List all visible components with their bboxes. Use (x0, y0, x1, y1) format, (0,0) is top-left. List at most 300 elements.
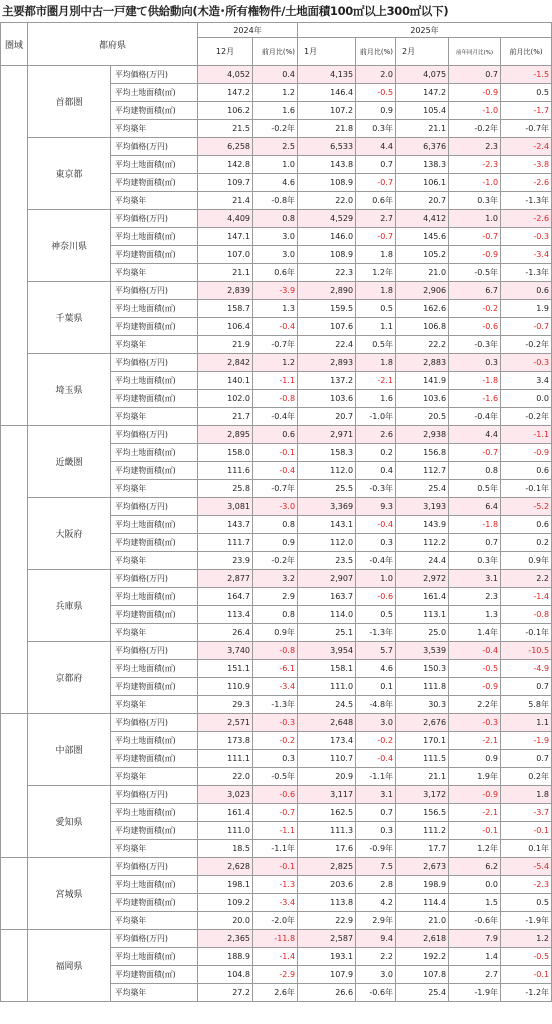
value-cell: 143.1 (298, 516, 356, 534)
age-value: -0.3年 (356, 480, 396, 498)
metric-label: 平均建物面積(㎡) (111, 966, 198, 984)
value-cell: -1.4 (501, 588, 552, 606)
age-value: 21.5 (198, 120, 253, 138)
metric-label: 平均建物面積(㎡) (111, 750, 198, 768)
age-value: 0.6年 (356, 192, 396, 210)
value-cell: 6.2 (449, 858, 501, 876)
value-cell: 3.1 (449, 570, 501, 588)
pref-cell: 東京都 (28, 138, 111, 210)
value-cell: -3.4 (501, 246, 552, 264)
metric-label: 平均土地面積(㎡) (111, 228, 198, 246)
value-cell: 6,258 (198, 138, 253, 156)
metric-label: 平均土地面積(㎡) (111, 444, 198, 462)
age-value: 0.9年 (253, 624, 298, 642)
value-cell: -6.1 (253, 660, 298, 678)
value-cell: 2,972 (396, 570, 449, 588)
value-cell: 141.9 (396, 372, 449, 390)
metric-label: 平均築年 (111, 552, 198, 570)
header-month-1: 1月 (298, 38, 356, 66)
value-cell: 2,365 (198, 930, 253, 948)
metric-label: 平均土地面積(㎡) (111, 660, 198, 678)
value-cell: -3.4 (253, 894, 298, 912)
pref-cell: 宮城県 (28, 858, 111, 930)
table-row (1, 426, 552, 444)
age-value: 0.5年 (449, 480, 501, 498)
value-cell: 2.3 (449, 138, 501, 156)
value-cell: 4.2 (356, 894, 396, 912)
value-cell: 2,587 (298, 930, 356, 948)
pref-cell: 神奈川県 (28, 210, 111, 282)
metric-label: 平均土地面積(㎡) (111, 300, 198, 318)
metric-label: 平均価格(万円) (111, 138, 198, 156)
value-cell: 112.2 (396, 534, 449, 552)
value-cell: 102.0 (198, 390, 253, 408)
value-cell: 0.9 (253, 534, 298, 552)
value-cell: -0.9 (449, 786, 501, 804)
value-cell: 7.5 (356, 858, 396, 876)
value-cell: 0.6 (501, 462, 552, 480)
value-cell: 0.8 (253, 606, 298, 624)
age-value: -1.1年 (253, 840, 298, 858)
value-cell: 0.1 (356, 678, 396, 696)
value-cell: 110.7 (298, 750, 356, 768)
age-value: -0.9年 (356, 840, 396, 858)
age-value: -0.6年 (449, 912, 501, 930)
value-cell: 106.8 (396, 318, 449, 336)
value-cell: 0.6 (501, 282, 552, 300)
value-cell: 146.4 (298, 84, 356, 102)
age-value: 25.5 (298, 480, 356, 498)
metric-label: 平均価格(万円) (111, 426, 198, 444)
table-row (1, 354, 552, 372)
value-cell: 2,877 (198, 570, 253, 588)
age-value: 20.5 (396, 408, 449, 426)
value-cell: -1.7 (501, 102, 552, 120)
value-cell: 107.0 (198, 246, 253, 264)
age-value: 21.0 (396, 912, 449, 930)
age-value: 0.2年 (501, 768, 552, 786)
age-value: 24.5 (298, 696, 356, 714)
value-cell: 107.8 (396, 966, 449, 984)
value-cell: 0.7 (449, 66, 501, 84)
metric-label: 平均建物面積(㎡) (111, 246, 198, 264)
value-cell: -0.8 (253, 390, 298, 408)
value-cell: 161.4 (396, 588, 449, 606)
pref-cell: 愛知県 (28, 786, 111, 858)
value-cell: 147.2 (198, 84, 253, 102)
age-value: 25.0 (396, 624, 449, 642)
value-cell: 3,172 (396, 786, 449, 804)
value-cell: 0.8 (253, 210, 298, 228)
header-yoy-2: 前年同月比(%) (449, 38, 501, 66)
value-cell: 138.3 (396, 156, 449, 174)
value-cell: 106.2 (198, 102, 253, 120)
value-cell: 170.1 (396, 732, 449, 750)
value-cell: 0.3 (356, 534, 396, 552)
age-value: 23.5 (298, 552, 356, 570)
age-value: 21.9 (198, 336, 253, 354)
value-cell: 3.0 (356, 966, 396, 984)
age-value: 21.1 (396, 120, 449, 138)
value-cell: 6.7 (449, 282, 501, 300)
table-row (1, 570, 552, 588)
age-value: -0.2年 (253, 120, 298, 138)
value-cell: 1.6 (253, 102, 298, 120)
value-cell: 112.0 (298, 534, 356, 552)
pref-cell: 近畿圏 (28, 426, 111, 498)
age-value: 21.0 (396, 264, 449, 282)
value-cell: 198.1 (198, 876, 253, 894)
age-value: 22.0 (198, 768, 253, 786)
value-cell: 156.8 (396, 444, 449, 462)
value-cell: 143.8 (298, 156, 356, 174)
metric-label: 平均築年 (111, 264, 198, 282)
value-cell: 151.1 (198, 660, 253, 678)
value-cell: 112.0 (298, 462, 356, 480)
value-cell: -1.1 (253, 822, 298, 840)
value-cell: 4.6 (253, 174, 298, 192)
area-cell (1, 66, 28, 426)
value-cell: 2.7 (449, 966, 501, 984)
age-value: 26.6 (298, 984, 356, 1002)
value-cell: 2,883 (396, 354, 449, 372)
age-value: 27.2 (198, 984, 253, 1002)
value-cell: 0.9 (356, 102, 396, 120)
value-cell: 6,376 (396, 138, 449, 156)
value-cell: 4,075 (396, 66, 449, 84)
value-cell: -0.1 (501, 966, 552, 984)
value-cell: 2.0 (356, 66, 396, 84)
metric-label: 平均価格(万円) (111, 930, 198, 948)
age-value: 1.2年 (356, 264, 396, 282)
value-cell: 142.8 (198, 156, 253, 174)
value-cell: 110.9 (198, 678, 253, 696)
age-value: -1.3年 (501, 192, 552, 210)
value-cell: -1.4 (253, 948, 298, 966)
value-cell: -0.4 (356, 750, 396, 768)
value-cell: -0.1 (253, 858, 298, 876)
metric-label: 平均建物面積(㎡) (111, 390, 198, 408)
age-value: 24.4 (396, 552, 449, 570)
value-cell: 0.0 (501, 390, 552, 408)
age-value: 0.5年 (356, 336, 396, 354)
age-value: -0.4年 (253, 408, 298, 426)
value-cell: 163.7 (298, 588, 356, 606)
value-cell: 0.2 (501, 534, 552, 552)
value-cell: 111.0 (198, 822, 253, 840)
age-value: 25.8 (198, 480, 253, 498)
value-cell: -5.4 (501, 858, 552, 876)
value-cell: -3.8 (501, 156, 552, 174)
value-cell: 3,023 (198, 786, 253, 804)
age-value: -1.9年 (449, 984, 501, 1002)
value-cell: -0.7 (253, 804, 298, 822)
header-area: 圏域 (1, 23, 28, 66)
metric-label: 平均築年 (111, 696, 198, 714)
value-cell: -0.1 (449, 822, 501, 840)
value-cell: 2.9 (253, 588, 298, 606)
age-value: -1.9年 (501, 912, 552, 930)
value-cell: 162.5 (298, 804, 356, 822)
value-cell: -1.0 (449, 102, 501, 120)
value-cell: 1.2 (253, 84, 298, 102)
metric-label: 平均土地面積(㎡) (111, 84, 198, 102)
age-value: 0.3年 (449, 552, 501, 570)
pref-cell: 福岡県 (28, 930, 111, 1002)
metric-label: 平均土地面積(㎡) (111, 732, 198, 750)
metric-label: 平均築年 (111, 192, 198, 210)
age-value: 1.9年 (449, 768, 501, 786)
value-cell: 156.5 (396, 804, 449, 822)
age-value: 25.4 (396, 984, 449, 1002)
value-cell: -0.8 (501, 606, 552, 624)
age-value: 30.3 (396, 696, 449, 714)
value-cell: 158.3 (298, 444, 356, 462)
value-cell: -0.9 (449, 246, 501, 264)
value-cell: 0.5 (501, 894, 552, 912)
value-cell: 2,895 (198, 426, 253, 444)
metric-label: 平均建物面積(㎡) (111, 462, 198, 480)
age-value: 20.0 (198, 912, 253, 930)
table-body (1, 66, 552, 1002)
value-cell: -0.4 (356, 516, 396, 534)
value-cell: -1.6 (449, 390, 501, 408)
age-value: 5.8年 (501, 696, 552, 714)
value-cell: 111.8 (396, 678, 449, 696)
value-cell: 107.6 (298, 318, 356, 336)
metric-label: 平均価格(万円) (111, 786, 198, 804)
value-cell: 113.1 (396, 606, 449, 624)
age-value: 22.9 (298, 912, 356, 930)
value-cell: 6,533 (298, 138, 356, 156)
value-cell: 0.5 (501, 84, 552, 102)
value-cell: 1.2 (253, 354, 298, 372)
pref-cell: 埼玉県 (28, 354, 111, 426)
value-cell: -11.8 (253, 930, 298, 948)
age-value: -0.7年 (253, 336, 298, 354)
value-cell: -2.6 (501, 210, 552, 228)
metric-label: 平均土地面積(㎡) (111, 588, 198, 606)
supply-table (0, 22, 552, 1002)
value-cell: 0.0 (449, 876, 501, 894)
value-cell: 158.0 (198, 444, 253, 462)
value-cell: 4,135 (298, 66, 356, 84)
metric-label: 平均土地面積(㎡) (111, 876, 198, 894)
value-cell: -0.2 (449, 300, 501, 318)
age-value: -0.5年 (449, 264, 501, 282)
value-cell: 146.0 (298, 228, 356, 246)
value-cell: 6.4 (449, 498, 501, 516)
value-cell: 147.2 (396, 84, 449, 102)
value-cell: -3.0 (253, 498, 298, 516)
age-value: -0.1年 (501, 480, 552, 498)
value-cell: -2.9 (253, 966, 298, 984)
value-cell: 158.7 (198, 300, 253, 318)
value-cell: 4.4 (356, 138, 396, 156)
value-cell: 2,648 (298, 714, 356, 732)
value-cell: 2.8 (356, 876, 396, 894)
value-cell: 3.0 (253, 228, 298, 246)
value-cell: 0.8 (449, 462, 501, 480)
value-cell: 158.1 (298, 660, 356, 678)
value-cell: 108.9 (298, 246, 356, 264)
value-cell: 1.9 (501, 300, 552, 318)
table-row (1, 786, 552, 804)
age-value: 26.4 (198, 624, 253, 642)
value-cell: 0.7 (501, 750, 552, 768)
value-cell: 161.4 (198, 804, 253, 822)
value-cell: -4.9 (501, 660, 552, 678)
value-cell: 4,052 (198, 66, 253, 84)
metric-label: 平均土地面積(㎡) (111, 948, 198, 966)
age-value: -0.2年 (501, 408, 552, 426)
value-cell: -0.6 (253, 786, 298, 804)
value-cell: 159.5 (298, 300, 356, 318)
value-cell: 2,893 (298, 354, 356, 372)
value-cell: 1.3 (253, 300, 298, 318)
table-row (1, 858, 552, 876)
value-cell: -0.7 (449, 228, 501, 246)
value-cell: 2,890 (298, 282, 356, 300)
age-value: 0.1年 (501, 840, 552, 858)
value-cell: -3.4 (253, 678, 298, 696)
value-cell: 1.1 (501, 714, 552, 732)
metric-label: 平均価格(万円) (111, 354, 198, 372)
age-value: 21.1 (198, 264, 253, 282)
metric-label: 平均築年 (111, 624, 198, 642)
value-cell: -1.1 (253, 372, 298, 390)
value-cell: 203.6 (298, 876, 356, 894)
pref-cell: 首都圏 (28, 66, 111, 138)
value-cell: -2.3 (449, 156, 501, 174)
value-cell: 2,907 (298, 570, 356, 588)
value-cell: 2.3 (449, 588, 501, 606)
age-value: 2.9年 (356, 912, 396, 930)
value-cell: -0.5 (449, 660, 501, 678)
age-value: -0.7年 (501, 120, 552, 138)
value-cell: -2.1 (449, 804, 501, 822)
value-cell: 1.2 (501, 930, 552, 948)
value-cell: 109.7 (198, 174, 253, 192)
pref-cell: 中部圏 (28, 714, 111, 786)
value-cell: -0.9 (501, 444, 552, 462)
metric-label: 平均土地面積(㎡) (111, 156, 198, 174)
value-cell: 193.1 (298, 948, 356, 966)
age-value: 0.9年 (501, 552, 552, 570)
value-cell: 0.5 (356, 606, 396, 624)
metric-label: 平均築年 (111, 408, 198, 426)
value-cell: 3,369 (298, 498, 356, 516)
value-cell: 192.2 (396, 948, 449, 966)
value-cell: -1.3 (253, 876, 298, 894)
age-value: -1.0年 (356, 408, 396, 426)
value-cell: 4,529 (298, 210, 356, 228)
value-cell: 108.9 (298, 174, 356, 192)
age-value: -0.7年 (253, 480, 298, 498)
value-cell: 188.9 (198, 948, 253, 966)
value-cell: 111.3 (298, 822, 356, 840)
value-cell: 111.0 (298, 678, 356, 696)
age-value: 2.6年 (253, 984, 298, 1002)
metric-label: 平均建物面積(㎡) (111, 102, 198, 120)
area-cell (1, 426, 28, 714)
age-value: 21.1 (396, 768, 449, 786)
value-cell: 1.8 (501, 786, 552, 804)
value-cell: 4.4 (449, 426, 501, 444)
value-cell: 2.2 (356, 948, 396, 966)
value-cell: 0.7 (356, 804, 396, 822)
table-row (1, 714, 552, 732)
value-cell: 0.2 (356, 444, 396, 462)
table-row (1, 66, 552, 84)
age-value: -0.4年 (449, 408, 501, 426)
value-cell: 0.7 (501, 678, 552, 696)
age-value: -0.2年 (449, 120, 501, 138)
age-value: 23.9 (198, 552, 253, 570)
value-cell: 112.7 (396, 462, 449, 480)
value-cell: 9.4 (356, 930, 396, 948)
value-cell: 0.6 (253, 426, 298, 444)
value-cell: -0.8 (253, 642, 298, 660)
value-cell: -2.1 (449, 732, 501, 750)
value-cell: 4,409 (198, 210, 253, 228)
metric-label: 平均価格(万円) (111, 642, 198, 660)
header-mom-12: 前月比(%) (253, 38, 298, 66)
value-cell: 143.9 (396, 516, 449, 534)
value-cell: 198.9 (396, 876, 449, 894)
metric-label: 平均建物面積(㎡) (111, 894, 198, 912)
value-cell: 3.0 (253, 246, 298, 264)
value-cell: 3,539 (396, 642, 449, 660)
value-cell: 113.4 (198, 606, 253, 624)
value-cell: 2,906 (396, 282, 449, 300)
area-cell (1, 714, 28, 858)
metric-label: 平均築年 (111, 768, 198, 786)
value-cell: 1.1 (356, 318, 396, 336)
value-cell: 4.6 (356, 660, 396, 678)
value-cell: 0.8 (253, 516, 298, 534)
metric-label: 平均価格(万円) (111, 66, 198, 84)
age-value: 25.1 (298, 624, 356, 642)
value-cell: 0.7 (356, 156, 396, 174)
value-cell: 105.2 (396, 246, 449, 264)
value-cell: 105.4 (396, 102, 449, 120)
value-cell: 113.8 (298, 894, 356, 912)
value-cell: 173.8 (198, 732, 253, 750)
age-value: 17.7 (396, 840, 449, 858)
value-cell: 3,954 (298, 642, 356, 660)
value-cell: -0.7 (356, 174, 396, 192)
age-value: -0.6年 (356, 984, 396, 1002)
value-cell: 7.9 (449, 930, 501, 948)
table-row (1, 930, 552, 948)
value-cell: -0.2 (356, 732, 396, 750)
value-cell: 4,412 (396, 210, 449, 228)
age-value: 25.4 (396, 480, 449, 498)
age-value: -1.3年 (356, 624, 396, 642)
value-cell: -2.6 (501, 174, 552, 192)
metric-label: 平均建物面積(㎡) (111, 678, 198, 696)
metric-label: 平均建物面積(㎡) (111, 606, 198, 624)
value-cell: -2.3 (501, 876, 552, 894)
value-cell: 103.6 (298, 390, 356, 408)
value-cell: 2,839 (198, 282, 253, 300)
age-value: 20.7 (396, 192, 449, 210)
metric-label: 平均価格(万円) (111, 570, 198, 588)
value-cell: 2,825 (298, 858, 356, 876)
age-value: 21.7 (198, 408, 253, 426)
value-cell: -5.2 (501, 498, 552, 516)
